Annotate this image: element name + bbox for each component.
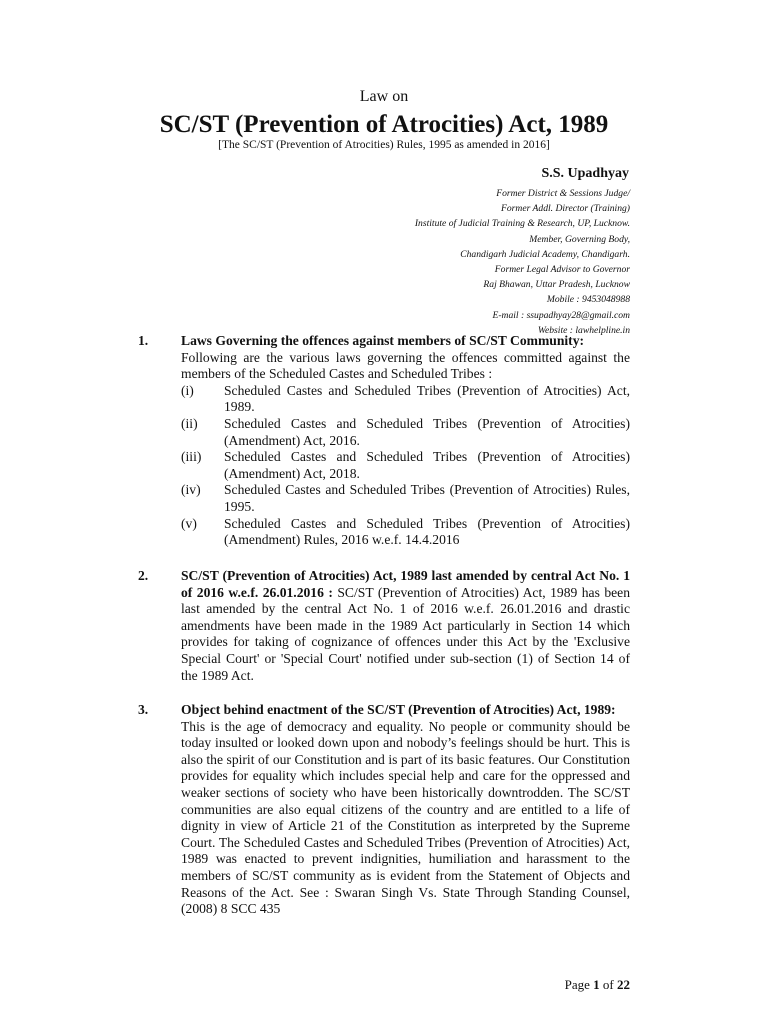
list-item	[181, 516, 630, 549]
list-item-text: Scheduled Castes and Scheduled Tribes (Prevention of Atrocities) (Amendment) Act, 2016.	[224, 415, 630, 448]
page-title: SC/ST (Prevention of Atrocities) Act, 1989	[159, 111, 609, 138]
pre-title: Law on	[359, 88, 409, 105]
page-word: Page	[564, 977, 590, 992]
section-heading: Laws Governing the offences against members of SC/ST Community:	[181, 333, 585, 348]
list-item-marker: (v)	[181, 515, 197, 531]
section-heading: Object behind enactment of the SC/ST (Prevention of Atrocities) Act, 1989:	[181, 702, 616, 717]
author-affiliations	[415, 186, 630, 338]
list-item	[181, 416, 630, 449]
section-heading: SC/ST (Prevention of Atrocities) Act, 1989 last amended by central Act No. 1 of 2016 w.e.f. 26.01.2016 :	[181, 568, 630, 600]
affiliation-line: Chandigarh Judicial Academy, Chandigarh.	[460, 248, 630, 260]
section-intro: Following are the various laws governing the offences committed against the members of the Scheduled Castes and Scheduled Tribes :	[181, 349, 630, 382]
affiliation-line: Former Addl. Director (Training)	[501, 203, 630, 215]
affiliation-website: Website : lawhelpline.in	[537, 324, 630, 336]
affiliation-line: Mobile : 9453048988	[546, 294, 630, 306]
affiliation-line: Raj Bhawan, Uttar Pradesh, Lucknow	[483, 279, 630, 291]
page-subtitle: [The SC/ST (Prevention of Atrocities) Rules, 1995 as amended in 2016]	[218, 139, 550, 151]
section-body	[181, 568, 630, 684]
section-body	[181, 333, 630, 549]
list-item	[181, 449, 630, 482]
section-number: 3.	[138, 702, 149, 717]
list-item-marker: (iii)	[181, 449, 202, 465]
affiliation-email: E-mail : ssupadhyay28@gmail.com	[492, 309, 630, 321]
author-name: S.S. Upadhyay	[541, 166, 629, 181]
section-text: SC/ST (Prevention of Atrocities) Act, 1989 has been last amended by the central Act No. 1 of 2016 w.e.f. 26.01.2016 and drastic amendments have been made in the 1989 Act particularly in Section 14 which provides for taking of cognizance of offences under this Act by the 'Exclusive Special Court' or 'Special Court' notified under sub-section (1) of Section 14 of the 1989 Act.	[181, 584, 630, 683]
list-item-marker: (ii)	[181, 415, 198, 431]
page-total: 22	[617, 977, 630, 992]
affiliation-line: Institute of Judicial Training & Research, UP, Lucknow.	[414, 218, 630, 230]
of-word: of	[602, 977, 614, 992]
list-item	[181, 482, 630, 515]
affiliation-line: Member, Governing Body,	[529, 233, 630, 245]
affiliation-line: Former District & Sessions Judge/	[496, 188, 630, 199]
list-item	[181, 383, 630, 416]
list-item-text: Scheduled Castes and Scheduled Tribes (Prevention of Atrocities) Rules, 1995.	[224, 482, 630, 514]
section-number: 1.	[138, 333, 149, 348]
list-item-marker: (iv)	[181, 482, 201, 498]
list-item-marker: (i)	[181, 382, 194, 398]
list-item-text: Scheduled Castes and Scheduled Tribes (Prevention of Atrocities) Act, 1989.	[224, 382, 630, 415]
page-number	[565, 977, 630, 993]
affiliation-line: Former Legal Advisor to Governor	[494, 264, 630, 276]
section-body	[181, 702, 630, 918]
section-text: This is the age of democracy and equality. No people or community should be today insulted or looked down upon and nobody’s feelings should be hurt. This is also the spirit of our Constitution and is part of its basic features. Our Constitution provides for equality which includes special help and care for the oppressed and weaker sections of society who have been historically downtrodden. The SC/ST communities are also equal citizens of the country and are entitled to a life of dignity in view of Article 21 of the Constitution as interpreted by the Supreme Court. The Scheduled Castes and Scheduled Tribes (Prevention of Atrocities) Act, 1989 was enacted to prevent indignities, humiliation and harassment to the members of SC/ST community as is evident from the Statement of Objects and Reasons of the Act. See : Swaran Singh Vs. State Through Standing Counsel, (2008) 8 SCC 435	[181, 718, 630, 917]
page-current: 1	[593, 977, 600, 992]
list-item-text: Scheduled Castes and Scheduled Tribes (Prevention of Atrocities) (Amendment) Rules, 2016 w.e.f. 14.4.2016	[224, 515, 630, 548]
list-item-text: Scheduled Castes and Scheduled Tribes (Prevention of Atrocities) (Amendment) Act, 2018.	[224, 449, 630, 481]
section-number: 2.	[138, 568, 149, 583]
